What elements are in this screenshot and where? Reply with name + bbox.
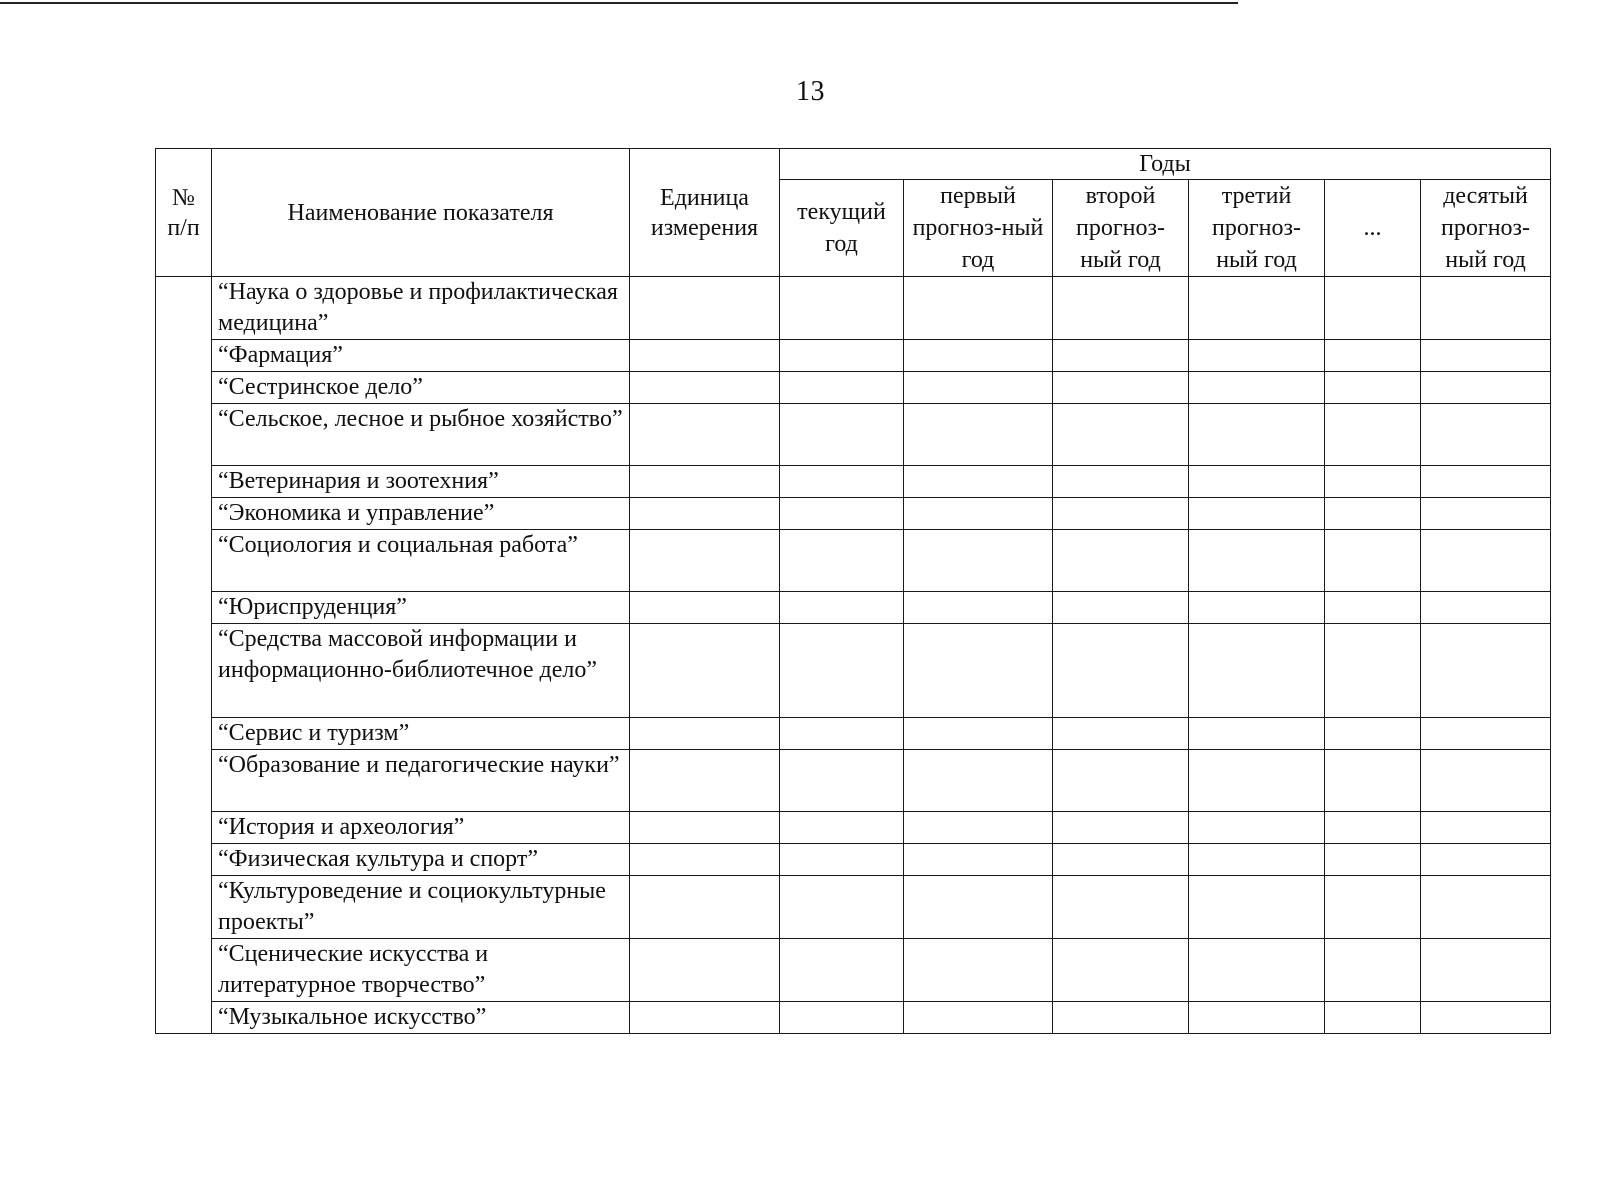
indicator-name: “Средства массовой информации и информационно-библиотечное дело” — [212, 624, 630, 718]
year-value-cell — [1053, 592, 1189, 624]
year-value-cell — [1053, 1002, 1189, 1034]
year-value-cell — [1421, 718, 1551, 750]
table-row — [156, 718, 1551, 750]
header-year-third: третий прогноз-ный год — [1189, 180, 1325, 277]
year-value-cell — [780, 718, 904, 750]
year-value-cell — [1189, 277, 1325, 340]
unit-cell — [630, 277, 780, 340]
year-value-cell — [904, 844, 1053, 876]
year-value-cell — [1053, 530, 1189, 592]
year-value-cell — [1421, 498, 1551, 530]
table-row — [156, 340, 1551, 372]
header-year-tenth: десятый прогноз-ный год — [1421, 180, 1551, 277]
year-value-cell — [780, 530, 904, 592]
header-years-group: Годы — [780, 149, 1551, 180]
row-number-cell — [156, 277, 212, 1034]
year-value-cell — [1189, 750, 1325, 812]
year-value-cell — [1325, 340, 1421, 372]
table-row — [156, 498, 1551, 530]
unit-cell — [630, 812, 780, 844]
year-value-cell — [1325, 498, 1421, 530]
indicator-name: “Фармация” — [212, 340, 630, 372]
indicator-name: “Сестринское дело” — [212, 372, 630, 404]
year-value-cell — [780, 466, 904, 498]
table-row — [156, 372, 1551, 404]
unit-cell — [630, 1002, 780, 1034]
indicator-name: “Культуроведение и социокультурные проекты” — [212, 876, 630, 939]
year-value-cell — [1189, 718, 1325, 750]
top-rule — [0, 2, 1238, 4]
unit-cell — [630, 939, 780, 1002]
year-value-cell — [904, 750, 1053, 812]
year-value-cell — [1421, 277, 1551, 340]
table-row — [156, 592, 1551, 624]
year-value-cell — [904, 624, 1053, 718]
year-value-cell — [1053, 939, 1189, 1002]
unit-cell — [630, 372, 780, 404]
indicator-name: “Сервис и туризм” — [212, 718, 630, 750]
year-value-cell — [1325, 812, 1421, 844]
year-value-cell — [1325, 530, 1421, 592]
year-value-cell — [1189, 498, 1325, 530]
year-value-cell — [1325, 404, 1421, 466]
year-value-cell — [1053, 372, 1189, 404]
indicator-name: “Физическая культура и спорт” — [212, 844, 630, 876]
header-num: № п/п — [156, 149, 212, 277]
year-value-cell — [1325, 466, 1421, 498]
indicator-name: “История и археология” — [212, 812, 630, 844]
year-value-cell — [780, 939, 904, 1002]
year-value-cell — [1189, 340, 1325, 372]
table-row — [156, 876, 1551, 939]
indicator-name: “Образование и педагогические науки” — [212, 750, 630, 812]
year-value-cell — [904, 876, 1053, 939]
year-value-cell — [1189, 876, 1325, 939]
indicator-name: “Сельское, лесное и рыбное хозяйство” — [212, 404, 630, 466]
year-value-cell — [904, 404, 1053, 466]
year-value-cell — [1189, 812, 1325, 844]
year-value-cell — [1189, 1002, 1325, 1034]
year-value-cell — [1421, 1002, 1551, 1034]
unit-cell — [630, 718, 780, 750]
year-value-cell — [1189, 372, 1325, 404]
year-value-cell — [1053, 624, 1189, 718]
indicator-name: “Музыкальное искусство” — [212, 1002, 630, 1034]
indicators-table — [155, 148, 1551, 1034]
year-value-cell — [1189, 624, 1325, 718]
header-year-first: первый прогноз-ный год — [904, 180, 1053, 277]
unit-cell — [630, 404, 780, 466]
header-year-current: текущий год — [780, 180, 904, 277]
year-value-cell — [1189, 466, 1325, 498]
unit-cell — [630, 844, 780, 876]
table-row — [156, 844, 1551, 876]
year-value-cell — [1421, 844, 1551, 876]
year-value-cell — [1325, 1002, 1421, 1034]
year-value-cell — [1053, 404, 1189, 466]
year-value-cell — [1053, 340, 1189, 372]
year-value-cell — [1325, 750, 1421, 812]
year-value-cell — [780, 624, 904, 718]
table-row — [156, 750, 1551, 812]
year-value-cell — [780, 844, 904, 876]
year-value-cell — [1053, 277, 1189, 340]
year-value-cell — [1421, 340, 1551, 372]
header-name: Наименование показателя — [212, 149, 630, 277]
year-value-cell — [1325, 624, 1421, 718]
year-value-cell — [1189, 592, 1325, 624]
year-value-cell — [1053, 718, 1189, 750]
table-body — [156, 277, 1551, 1034]
unit-cell — [630, 876, 780, 939]
year-value-cell — [780, 592, 904, 624]
indicator-name: “Социология и социальная работа” — [212, 530, 630, 592]
unit-cell — [630, 530, 780, 592]
table-row — [156, 277, 1551, 340]
year-value-cell — [904, 812, 1053, 844]
year-value-cell — [780, 876, 904, 939]
year-value-cell — [1325, 372, 1421, 404]
year-value-cell — [780, 340, 904, 372]
year-value-cell — [1189, 844, 1325, 876]
header-year-second: второй прогноз-ный год — [1053, 180, 1189, 277]
unit-cell — [630, 750, 780, 812]
table-header — [156, 149, 1551, 277]
year-value-cell — [1053, 498, 1189, 530]
unit-cell — [630, 340, 780, 372]
year-value-cell — [1053, 876, 1189, 939]
indicator-name: “Юриспруденция” — [212, 592, 630, 624]
year-value-cell — [1421, 876, 1551, 939]
year-value-cell — [1421, 750, 1551, 812]
year-value-cell — [1053, 844, 1189, 876]
year-value-cell — [1421, 624, 1551, 718]
year-value-cell — [1421, 530, 1551, 592]
year-value-cell — [780, 750, 904, 812]
year-value-cell — [1325, 939, 1421, 1002]
year-value-cell — [780, 812, 904, 844]
year-value-cell — [904, 1002, 1053, 1034]
year-value-cell — [904, 372, 1053, 404]
year-value-cell — [1325, 592, 1421, 624]
year-value-cell — [1421, 939, 1551, 1002]
year-value-cell — [904, 530, 1053, 592]
table-row — [156, 404, 1551, 466]
table-row — [156, 812, 1551, 844]
year-value-cell — [780, 372, 904, 404]
year-value-cell — [904, 592, 1053, 624]
header-year-ellipsis: ... — [1325, 180, 1421, 277]
year-value-cell — [904, 340, 1053, 372]
year-value-cell — [1053, 750, 1189, 812]
year-value-cell — [1325, 277, 1421, 340]
year-value-cell — [1325, 844, 1421, 876]
year-value-cell — [1189, 939, 1325, 1002]
year-value-cell — [1421, 404, 1551, 466]
year-value-cell — [904, 466, 1053, 498]
year-value-cell — [904, 277, 1053, 340]
indicator-name: “Ветеринария и зоотехния” — [212, 466, 630, 498]
page-number: 13 — [796, 76, 825, 107]
year-value-cell — [780, 498, 904, 530]
table-row — [156, 530, 1551, 592]
year-value-cell — [1053, 466, 1189, 498]
year-value-cell — [1325, 876, 1421, 939]
year-value-cell — [780, 1002, 904, 1034]
year-value-cell — [904, 498, 1053, 530]
year-value-cell — [1421, 592, 1551, 624]
year-value-cell — [904, 939, 1053, 1002]
unit-cell — [630, 592, 780, 624]
unit-cell — [630, 498, 780, 530]
indicator-name: “Наука о здоровье и профилактическая медицина” — [212, 277, 630, 340]
table-row — [156, 466, 1551, 498]
table-row — [156, 939, 1551, 1002]
indicator-name: “Сценические искусства и литературное творчество” — [212, 939, 630, 1002]
table-row — [156, 624, 1551, 718]
year-value-cell — [1421, 466, 1551, 498]
indicator-name: “Экономика и управление” — [212, 498, 630, 530]
year-value-cell — [1189, 530, 1325, 592]
year-value-cell — [780, 277, 904, 340]
year-value-cell — [1189, 404, 1325, 466]
year-value-cell — [904, 718, 1053, 750]
table-row — [156, 1002, 1551, 1034]
unit-cell — [630, 624, 780, 718]
unit-cell — [630, 466, 780, 498]
header-unit: Единица измерения — [630, 149, 780, 277]
year-value-cell — [1421, 812, 1551, 844]
year-value-cell — [1053, 812, 1189, 844]
year-value-cell — [780, 404, 904, 466]
year-value-cell — [1325, 718, 1421, 750]
year-value-cell — [1421, 372, 1551, 404]
